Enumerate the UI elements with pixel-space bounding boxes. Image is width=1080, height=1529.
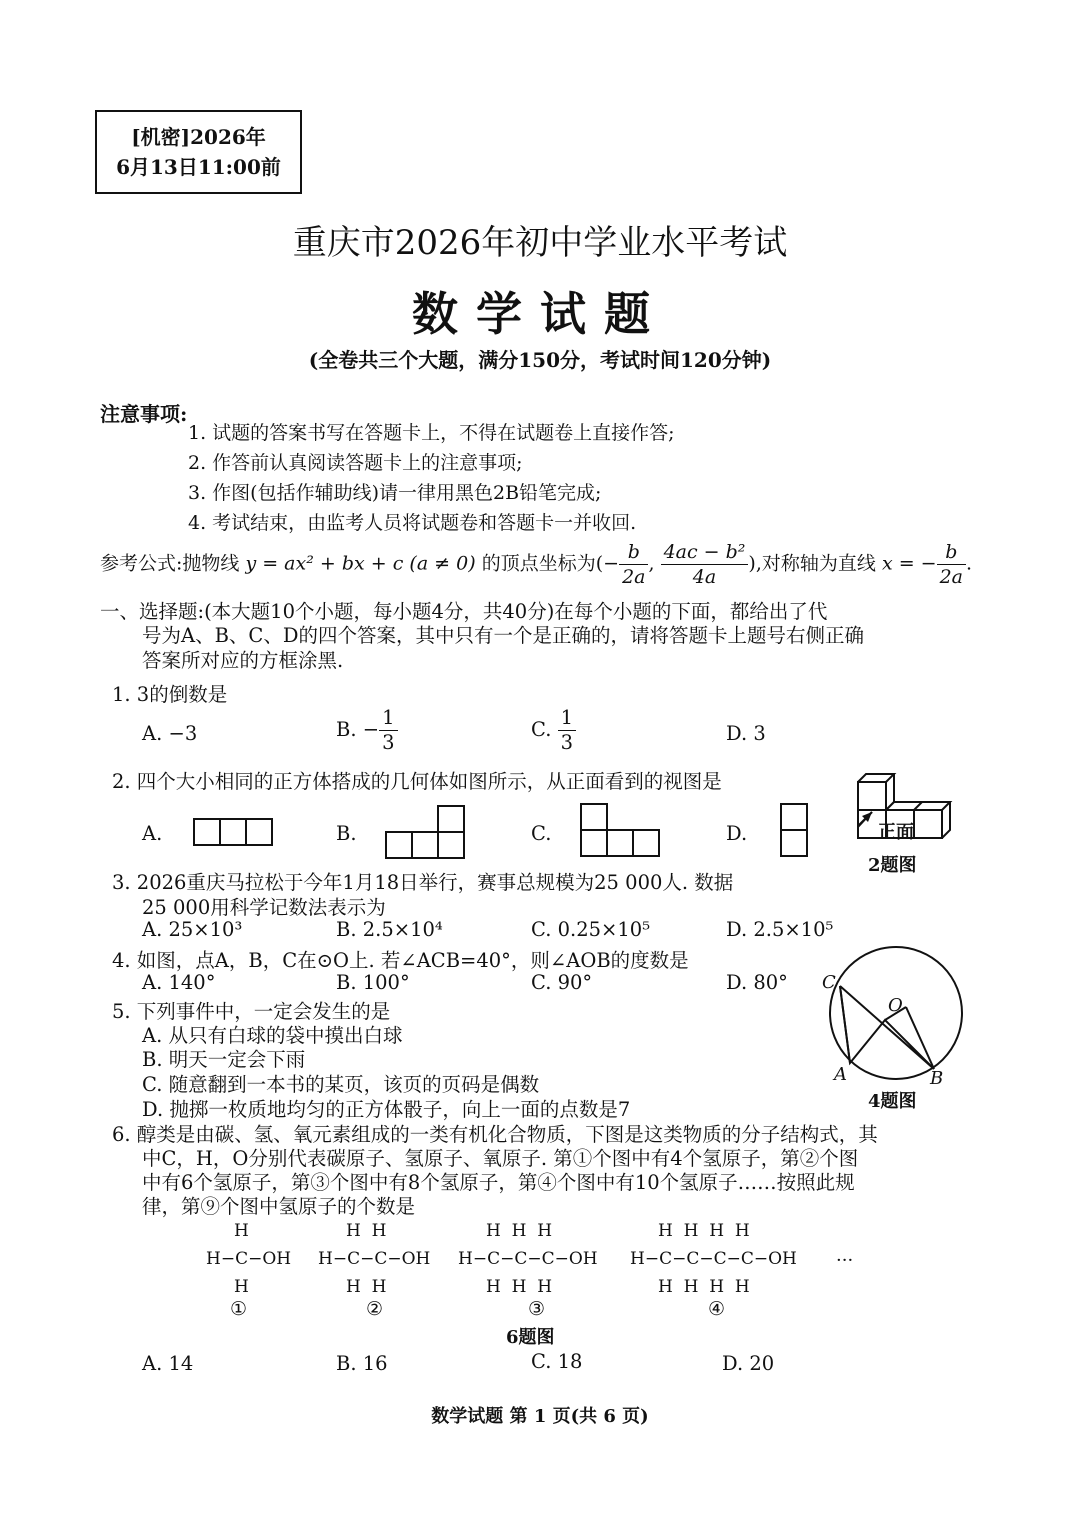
q2-view-d (781, 804, 807, 856)
mol-top: H H (346, 1221, 387, 1241)
q1-option-a: A. −3 (142, 722, 198, 745)
q4-figure-caption: 4题图 (868, 1091, 917, 1112)
mol-bot: H H H H (658, 1277, 750, 1297)
q6-ellipsis: ··· (836, 1250, 854, 1271)
formula-axis-text: ,对称轴为直线 (755, 552, 876, 575)
q2-front-label: 正面 (878, 822, 914, 843)
q4-stem: 4. 如图，点A，B，C在⊙O上. 若∠ACB=40°，则∠AOB的度数是 (112, 949, 689, 972)
formula-comma: , (648, 552, 655, 575)
molecule-2 (318, 1222, 430, 1318)
q2-option-b: B. (336, 822, 357, 845)
mol-number: ② (366, 1298, 384, 1320)
exam-title: 重庆市2026年初中学业水平考试 (292, 223, 788, 263)
q2-option-c: C. (531, 822, 552, 845)
q4-option-d: D. 80° (726, 971, 788, 994)
mol-number: ③ (528, 1298, 546, 1320)
molecule-3 (458, 1222, 598, 1318)
formula-expression: y = ax² + bx + c (a ≠ 0) (245, 552, 476, 575)
q5-option-b: B. 明天一定会下雨 (142, 1048, 306, 1071)
formula-open: (− (595, 552, 620, 575)
q6-line3: 中有6个氢原子，第③个图中有8个氢原子，第④个图中有10个氢原子……按照此规 (142, 1171, 855, 1194)
q2-figure-caption: 2题图 (868, 855, 917, 876)
mol-bot: H (234, 1277, 249, 1297)
q1-c-prefix: C. (531, 718, 552, 741)
frac-den: 4a (692, 566, 717, 588)
q2-view-b (386, 806, 464, 858)
mol-top: H H H H (658, 1221, 750, 1241)
formula-prefix: 参考公式:抛物线 (100, 552, 240, 575)
q5-option-a: A. 从只有白球的袋中摸出白球 (142, 1024, 403, 1047)
q5-stem: 5. 下列事件中，一定会发生的是 (112, 1000, 391, 1023)
q6-line4: 律，第⑨个图中氢原子的个数是 (142, 1195, 416, 1218)
section1-line3: 答案所对应的方框涂黑. (142, 649, 344, 672)
q4-label-o: O (888, 995, 903, 1016)
formula-end: . (966, 552, 973, 575)
confidential-line1: [机密]2026年 (131, 125, 266, 149)
q4-option-b: B. 100° (336, 971, 410, 994)
confidential-line2: 6月13日11:00前 (116, 155, 281, 179)
note-item-1: 1. 试题的答案书写在答题卡上，不得在试题卷上直接作答; (188, 422, 675, 444)
q3-line1: 3. 2026重庆马拉松于今年1月18日举行，赛事总规模为25 000人. 数据 (112, 871, 734, 894)
q1-stem: 1. 3的倒数是 (112, 683, 228, 706)
mol-mid: H−C−C−C−C−OH (630, 1249, 797, 1269)
frac-den: 3 (560, 731, 574, 754)
q6-option-d: D. 20 (722, 1352, 775, 1375)
exam-subtitle: (全卷共三个大题，满分150分，考试时间120分钟) (308, 348, 772, 372)
molecule-4 (630, 1222, 797, 1318)
q1-option-d: D. 3 (726, 722, 766, 745)
frac-den: 2a (939, 566, 963, 588)
mol-bot: H H H (486, 1277, 553, 1297)
formula-close: ) (748, 552, 756, 575)
section1-line1: 一、选择题:(本大题10个小题，每小题4分，共40分)在每个小题的下面，都给出了代 (100, 600, 828, 623)
note-item-4: 4. 考试结束，由监考人员将试题卷和答题卡一并收回. (188, 512, 637, 534)
q3-option-d: D. 2.5×10⁵ (726, 918, 834, 941)
q3-line2: 25 000用科学记数法表示为 (142, 896, 386, 919)
frac-num: b (627, 541, 640, 563)
q3-option-c: C. 0.25×10⁵ (531, 918, 651, 941)
q5-option-d: D. 抛掷一枚质地均匀的正方体骰子，向上一面的点数是7 (142, 1098, 631, 1121)
q4-label-c: C (822, 972, 836, 993)
q2-view-c (581, 804, 659, 856)
q6-line1: 6. 醇类是由碳、氢、氧元素组成的一类有机化合物质，下图是这类物质的分子结构式，其 (112, 1123, 878, 1146)
q1-b-prefix: B. − (336, 718, 380, 741)
frac-num: 4ac − b² (663, 541, 746, 563)
note-item-2: 2. 作答前认真阅读答题卡上的注意事项; (188, 452, 523, 474)
notes-heading: 注意事项: (100, 402, 188, 426)
subject-title: 数学试题 (412, 287, 668, 341)
mol-number: ④ (708, 1298, 726, 1320)
q2-view-a (194, 819, 272, 845)
formula-axis-expr: x = − (881, 552, 937, 575)
frac-num: 1 (379, 706, 397, 731)
q2-option-d: D. (726, 822, 748, 845)
q4-label-b: B (930, 1068, 944, 1089)
q6-option-a: A. 14 (142, 1352, 194, 1375)
q3-option-a: A. 25×10³ (142, 918, 243, 941)
q4-label-a: A (834, 1064, 847, 1085)
molecule-1 (206, 1222, 291, 1318)
mol-mid: H−C−C−C−OH (458, 1249, 598, 1269)
q2-stem: 2. 四个大小相同的正方体搭成的几何体如图所示，从正面看到的视图是 (112, 770, 722, 793)
q5-option-c: C. 随意翻到一本书的某页，该页的页码是偶数 (142, 1073, 540, 1096)
q3-option-b: B. 2.5×10⁴ (336, 918, 443, 941)
frac-den: 3 (382, 731, 395, 754)
q4-option-c: C. 90° (531, 971, 593, 994)
note-item-3: 3. 作图(包括作辅助线)请一律用黑色2B铅笔完成; (188, 482, 602, 504)
mol-top: H (234, 1221, 249, 1241)
frac-den: 2a (622, 566, 646, 588)
formula-mid: 的顶点坐标为 (481, 552, 596, 575)
mol-number: ① (230, 1298, 248, 1320)
q6-figure-caption: 6题图 (506, 1327, 555, 1348)
mol-top: H H H (486, 1221, 553, 1241)
q6-option-b: B. 16 (336, 1352, 388, 1375)
mol-bot: H H (346, 1277, 387, 1297)
q2-option-a: A. (142, 822, 163, 845)
q6-option-c: C. 18 (531, 1350, 583, 1373)
frac-num: b (945, 541, 958, 563)
page-footer: 数学试题 第 1 页(共 6 页) (431, 1406, 649, 1427)
section1-line2: 号为A、B、C、D的四个答案，其中只有一个是正确的，请将答题卡上题号右侧正确 (142, 624, 864, 647)
mol-mid: H−C−OH (206, 1249, 292, 1269)
q4-option-a: A. 140° (142, 971, 216, 994)
q6-line2: 中C，H，O分别代表碳原子、氢原子、氧原子. 第①个图中有4个氢原子，第②个图 (142, 1147, 859, 1170)
mol-mid: H−C−C−OH (318, 1249, 431, 1269)
frac-num: 1 (558, 706, 576, 731)
